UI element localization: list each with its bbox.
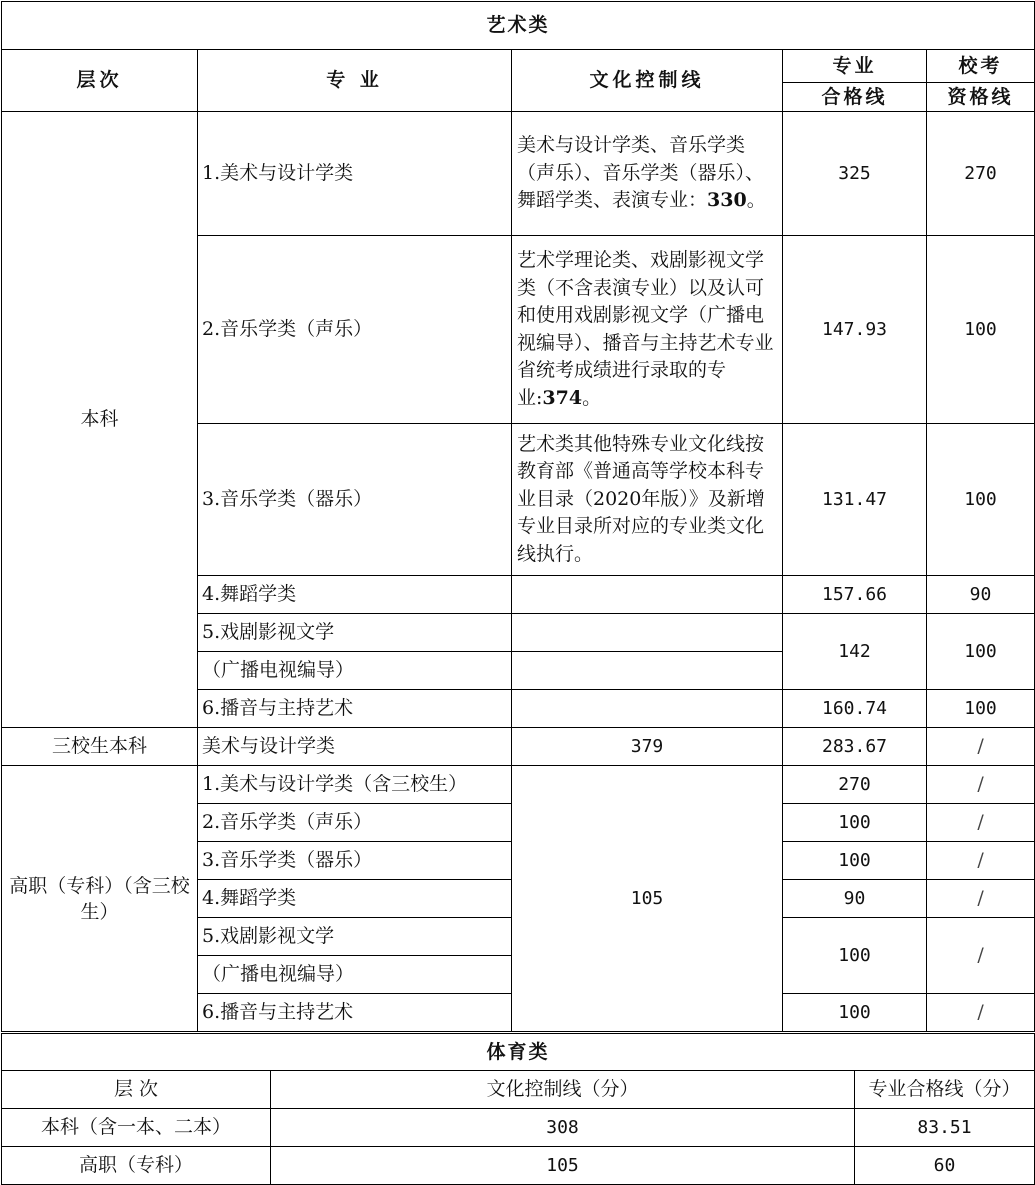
pro-line-value: 131.47 [783, 424, 927, 576]
art-section-title: 艺术类 [2, 2, 1035, 50]
school-line-value: / [927, 994, 1035, 1032]
culture-line-empty [512, 576, 783, 614]
major-cell: 1.美术与设计学类 [198, 112, 512, 236]
culture-line-note: 美术与设计学类、音乐学类（声乐）、音乐学类（器乐）、舞蹈学类、表演专业：330。 [512, 112, 783, 236]
pro-line-value: 283.67 [783, 728, 927, 766]
major-cell: 4.舞蹈学类 [198, 880, 512, 918]
major-cell: 6.播音与主持艺术 [198, 994, 512, 1032]
table-row [2, 728, 1035, 766]
pro-line-value: 147.93 [783, 236, 927, 424]
school-line-value: / [927, 766, 1035, 804]
table-row [2, 1147, 1035, 1185]
pro-line-value: 157.66 [783, 576, 927, 614]
pro-line-value: 325 [783, 112, 927, 236]
table-row [2, 766, 1035, 804]
pro-line-value: 142 [783, 614, 927, 690]
sport-culture-value: 105 [271, 1147, 855, 1185]
header-pro-line-top: 专业 [783, 50, 927, 83]
sport-level: 高职（专科） [2, 1147, 271, 1185]
pro-line-value: 100 [783, 842, 927, 880]
school-line-value: 270 [927, 112, 1035, 236]
sport-header-pro: 专业合格线（分） [855, 1071, 1035, 1109]
major-cell: （广播电视编导） [198, 652, 512, 690]
header-culture-line: 文化控制线 [512, 50, 783, 112]
pro-line-value: 100 [783, 994, 927, 1032]
level-benke: 本科 [2, 112, 198, 728]
header-major: 专 业 [198, 50, 512, 112]
major-cell: 2.音乐学类（声乐） [198, 236, 512, 424]
header-school-exam-bottom: 资格线 [927, 83, 1035, 112]
table-row [2, 1109, 1035, 1147]
major-cell: 3.音乐学类（器乐） [198, 424, 512, 576]
sport-header-level: 层 次 [2, 1071, 271, 1109]
major-cell: 5.戏剧影视文学 [198, 614, 512, 652]
pro-line-value: 100 [783, 918, 927, 994]
culture-line-value: 105 [512, 766, 783, 1032]
pro-line-value: 90 [783, 880, 927, 918]
sport-header-culture: 文化控制线（分） [271, 1071, 855, 1109]
school-line-value: / [927, 804, 1035, 842]
header-pro-line-bottom: 合格线 [783, 83, 927, 112]
school-line-value: 90 [927, 576, 1035, 614]
major-cell: 2.音乐学类（声乐） [198, 804, 512, 842]
sport-level: 本科（含一本、二本） [2, 1109, 271, 1147]
school-line-value: / [927, 918, 1035, 994]
school-line-value: 100 [927, 424, 1035, 576]
sport-culture-value: 308 [271, 1109, 855, 1147]
sport-table [1, 1033, 1035, 1185]
major-cell: 6.播音与主持艺术 [198, 690, 512, 728]
culture-line-empty [512, 690, 783, 728]
major-cell: 1.美术与设计学类（含三校生） [198, 766, 512, 804]
header-school-exam-top: 校考 [927, 50, 1035, 83]
school-line-value: 100 [927, 614, 1035, 690]
major-cell: 美术与设计学类 [198, 728, 512, 766]
level-gaozhi: 高职（专科）（含三校生） [2, 766, 198, 1032]
culture-line-value: 379 [512, 728, 783, 766]
sport-section-title: 体育类 [2, 1034, 1035, 1071]
art-table [1, 1, 1035, 1032]
culture-line-note: 艺术类其他特殊专业文化线按教育部《普通高等学校本科专业目录（2020年版）》及新增专业目录所对应的专业类文化线执行。 [512, 424, 783, 576]
sport-pro-value: 83.51 [855, 1109, 1035, 1147]
sport-pro-value: 60 [855, 1147, 1035, 1185]
pro-line-value: 160.74 [783, 690, 927, 728]
culture-line-note: 艺术学理论类、戏剧影视文学类（不含表演专业）以及认可和使用戏剧影视文学（广播电视编导）、播音与主持艺术专业省统考成绩进行录取的专业:374。 [512, 236, 783, 424]
header-level: 层次 [2, 50, 198, 112]
school-line-value: 100 [927, 236, 1035, 424]
school-line-value: / [927, 842, 1035, 880]
school-line-value: / [927, 728, 1035, 766]
major-cell: 3.音乐学类（器乐） [198, 842, 512, 880]
school-line-value: / [927, 880, 1035, 918]
level-sanxiao: 三校生本科 [2, 728, 198, 766]
major-cell: 4.舞蹈学类 [198, 576, 512, 614]
table-row [2, 112, 1035, 236]
pro-line-value: 100 [783, 804, 927, 842]
school-line-value: 100 [927, 690, 1035, 728]
major-cell: （广播电视编导） [198, 956, 512, 994]
culture-line-empty [512, 614, 783, 652]
major-cell: 5.戏剧影视文学 [198, 918, 512, 956]
culture-line-empty [512, 652, 783, 690]
pro-line-value: 270 [783, 766, 927, 804]
